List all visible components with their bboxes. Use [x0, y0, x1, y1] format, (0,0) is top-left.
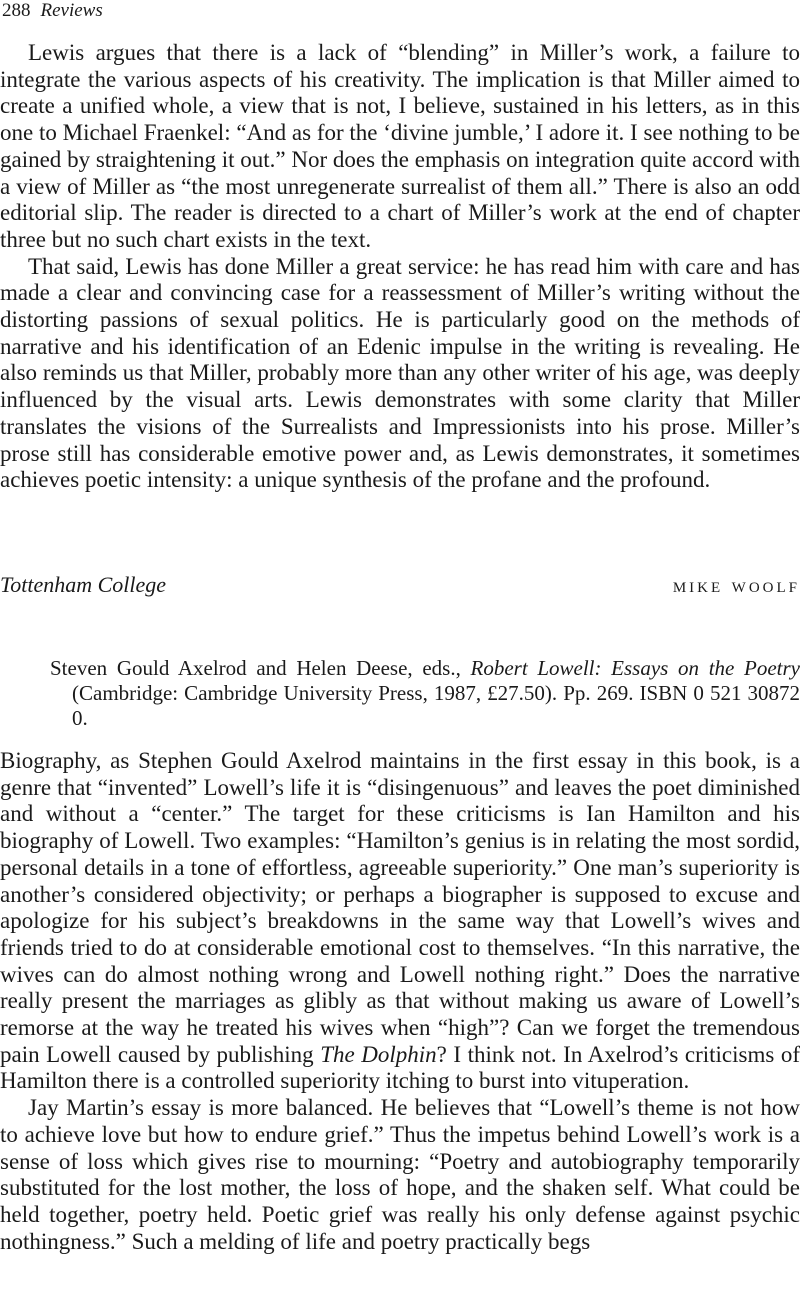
citation-title: Robert Lowell: Essays on the Poetry	[470, 656, 800, 680]
review-miller-body	[0, 40, 800, 494]
book-title: The Dolphin	[320, 1041, 437, 1067]
citation-authors: Steven Gould Axelrod and Helen Deese, eds.,	[50, 656, 461, 680]
reviewer-name: mike woolf	[672, 572, 800, 597]
reviewer-affiliation: Tottenham College	[0, 572, 167, 597]
page-number: 288	[2, 0, 31, 21]
paragraph: That said, Lewis has done Miller a great service: he has read him with care and has made a clear and convincing case for a reassessment of Miller’s writing without the distorting passions of sexual politics. He is particularly good on the methods of narrative and his identification of an Edenic impulse in the writing is revealing. He also reminds us that Miller, probably more than any other writer of his age, was deeply influenced by the visual arts. Lewis demonstrates with some clarity that Miller translates the visions of the Surrealists and Impressionists into his prose. Miller’s prose still has considerable emotive power and, as Lewis demonstrates, it sometimes achieves poetic intensity: a unique synthesis of the profane and the profound.	[0, 253, 800, 493]
book-citation	[50, 656, 800, 731]
paragraph: Lewis argues that there is a lack of “blending” in Miller’s work, a failure to integrate the various aspects of his creativity. The implication is that Miller aimed to create a unified whole, a view that is not, I believe, sustained in his letters, as in this one to Michael Fraenkel: “And as for the ‘divine jumble,’ I adore it. I see nothing to be gained by straightening it out.” Nor does the emphasis on integration quite accord with a view of Miller as “the most unregenerate surrealist of them all.” There is also an odd editorial slip. The reader is directed to a chart of Miller’s work at the end of chapter three but no such chart exists in the text.	[0, 40, 800, 252]
running-head	[2, 0, 103, 22]
review-lowell-body	[0, 748, 800, 1255]
paragraph-text: Biography, as Stephen Gould Axelrod maintains in the first essay in this book, is a genre that “invented” Lowell’s life it is “disingenuous” and leaves the poet diminished and without a “center.” The target for these criticisms is Ian Hamilton and his biography of Lowell. Two examples: “Hamilton’s genius is in relating the most sordid, personal details in a tone of effortless, agreeable superiority.” One man’s superiority is another’s considered objectivity; or perhaps a biographer is supposed to excuse and apologize for his subject’s breakdowns in the same way that Lowell’s wives and friends tried to do at considerable emotional cost to themselves. “In this narrative, the wives can do almost nothing wrong and Lowell nothing right.” Does the narrative really present the marriages as glibly as that without making us aware of Lowell’s remorse at the way he treated his wives when “high”? Can we forget the tremendous pain Lowell caused by publishing	[0, 748, 800, 1067]
paragraph	[0, 748, 800, 1095]
paragraph-text: ? I think not. In Axelrod’s criticisms of Hamilton there is a controlled superiority itching to burst into vituperation.	[0, 1041, 800, 1094]
citation-text	[50, 656, 800, 731]
citation-publication: (Cambridge: Cambridge University Press, 1987, £27.50). Pp. 269. ISBN 0 521 30872 0.	[72, 681, 800, 730]
review-signature	[0, 570, 800, 600]
paragraph: Jay Martin’s essay is more balanced. He believes that “Lowell’s theme is not how to achieve love but how to endure grief.” Thus the impetus behind Lowell’s work is a sense of loss which gives rise to mourning: “Poetry and autobiography temporarily substituted for the lost mother, the loss of hope, and the shaken self. What could be held together, poetry held. Poetic grief was really his only defense against psychic nothingness.” Such a melding of life and poetry practically begs	[0, 1095, 800, 1254]
section-title: Reviews	[40, 0, 103, 21]
